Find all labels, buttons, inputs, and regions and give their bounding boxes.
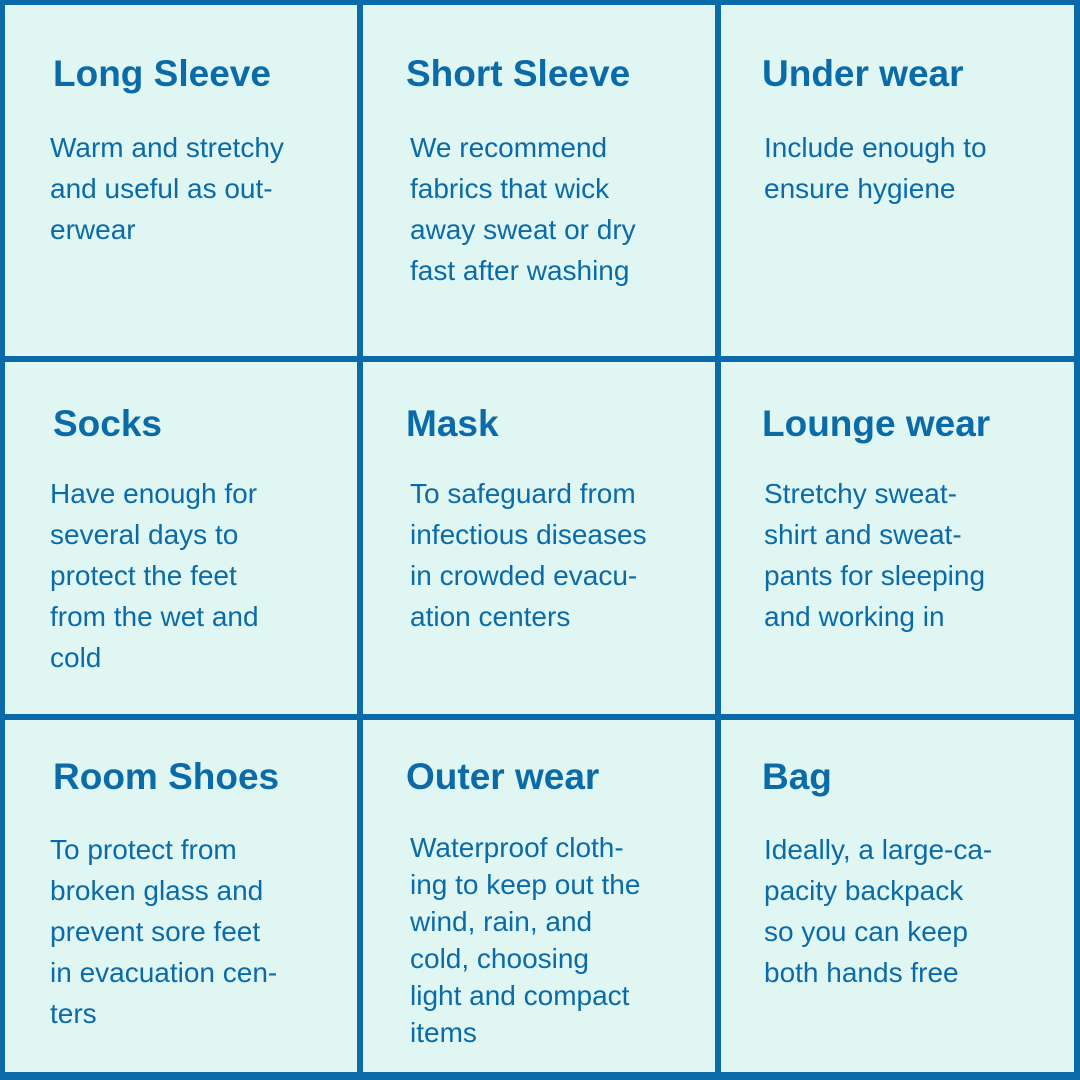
card-title: Bag <box>762 756 832 797</box>
card-description: Waterproof cloth- ing to keep out the wind, rain, and cold, choosing light and compact items <box>410 832 641 1048</box>
card-title: Under wear <box>762 53 964 94</box>
card-description: Include enough to ensure hygiene <box>764 132 987 204</box>
card-description: To safeguard from infectious diseases in crowded evacu- ation centers <box>410 478 647 632</box>
card-room-shoes <box>5 720 357 1072</box>
card-title: Room Shoes <box>53 756 280 797</box>
card-description: We recommend fabrics that wick away sweat or dry fast after washing <box>410 132 636 286</box>
card-description: To protect from broken glass and prevent sore feet in evacuation cen- ters <box>50 834 278 1029</box>
card-description: Ideally, a large-ca- pacity backpack so you can keep both hands free <box>764 834 993 988</box>
card-title: Long Sleeve <box>53 53 271 94</box>
card-description: Warm and stretchy and useful as out- erwear <box>50 132 284 245</box>
card-short-sleeve <box>363 5 715 356</box>
card-bag <box>721 720 1074 1072</box>
card-description: Have enough for several days to protect the feet from the wet and cold <box>50 478 259 673</box>
card-title: Socks <box>53 403 163 444</box>
card-mask <box>363 362 715 714</box>
card-title: Mask <box>406 403 499 444</box>
card-description: Stretchy sweat- shirt and sweat- pants for sleeping and working in <box>764 478 986 632</box>
card-socks <box>5 362 357 714</box>
card-title: Outer wear <box>406 756 600 797</box>
card-under-wear <box>721 5 1074 356</box>
card-title: Short Sleeve <box>406 53 631 94</box>
card-title: Lounge wear <box>762 403 991 444</box>
card-lounge-wear <box>721 362 1074 714</box>
card-long-sleeve <box>5 5 357 356</box>
card-outer-wear <box>363 720 715 1072</box>
